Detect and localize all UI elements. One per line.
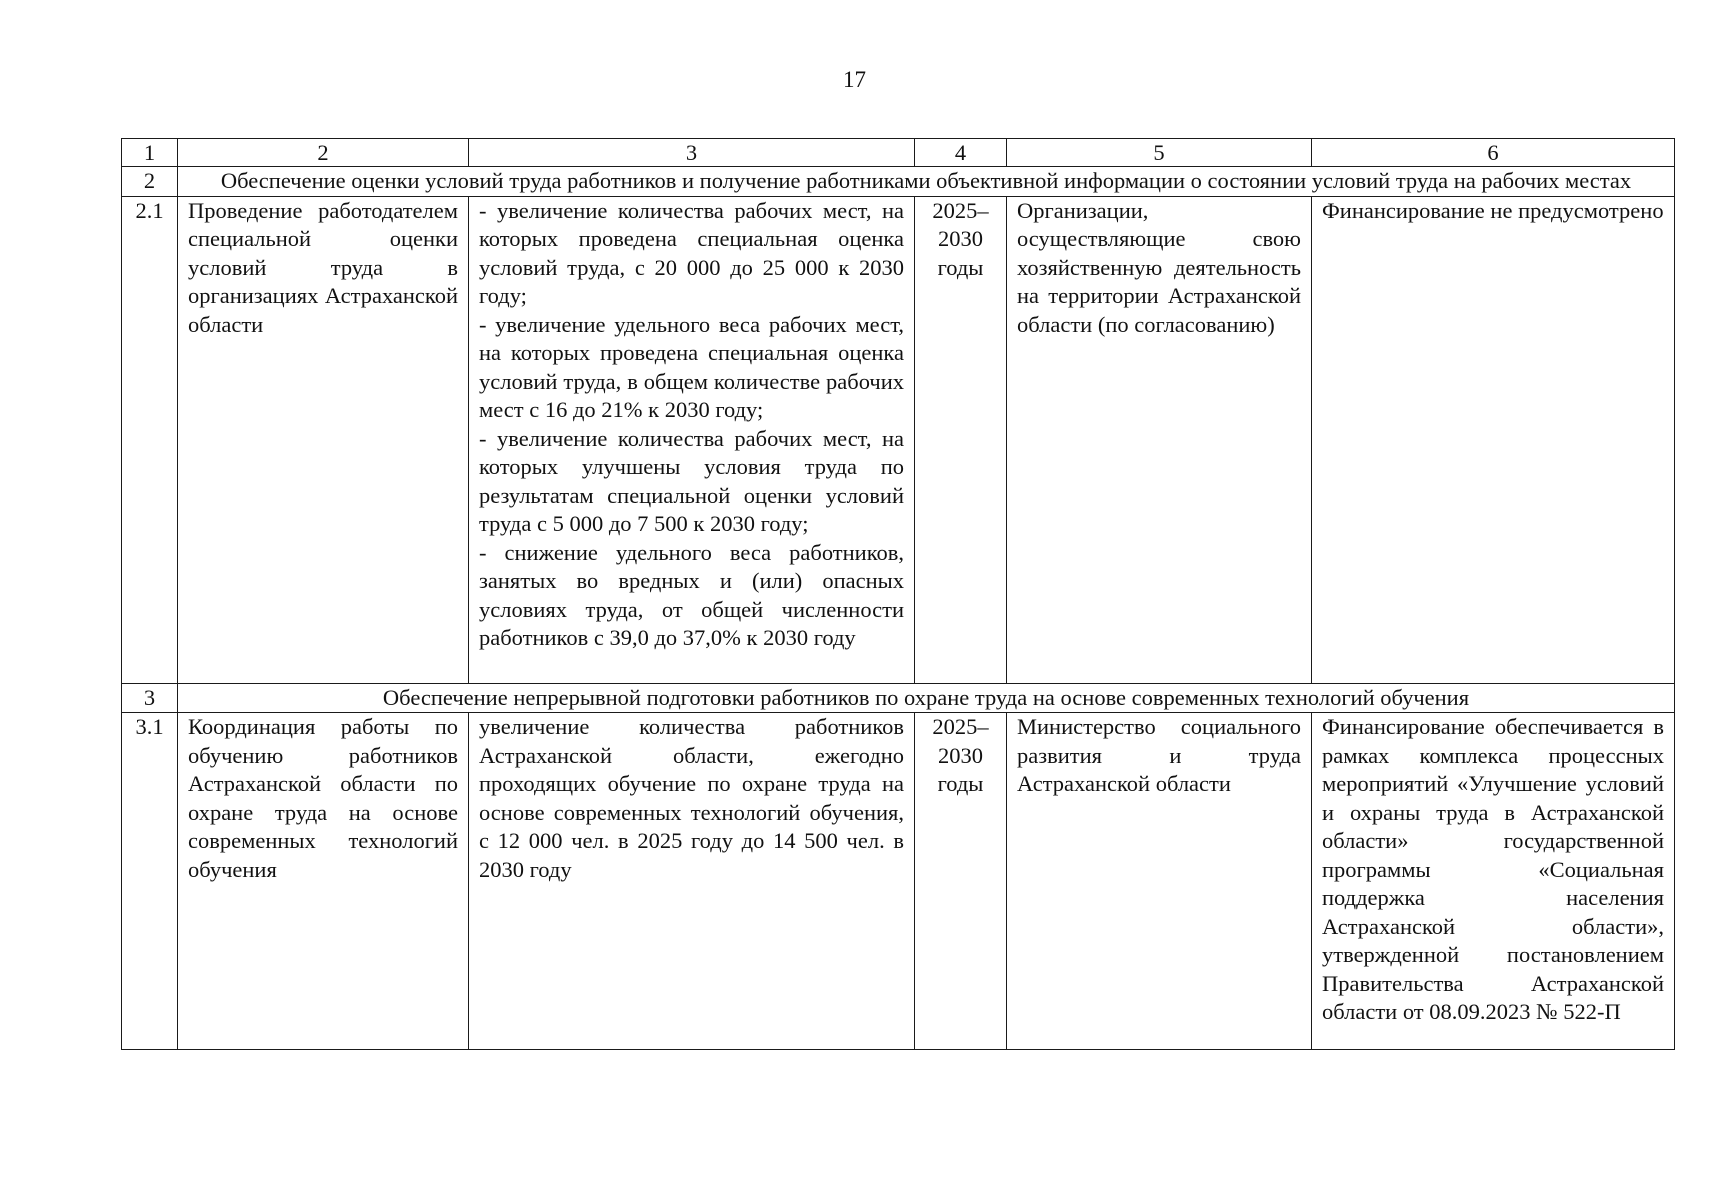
measure-executor: Организации, осуществляющие свою хозяйственную деятельность на территории Астраханской области (по согласованию) <box>1007 196 1312 683</box>
column-number-cell: 1 <box>122 139 178 167</box>
measure-event: Координация работы по обучению работников Астраханской области по охране труда на основе современных технологий обучения <box>178 713 469 1050</box>
result-item: - увеличение количества рабочих мест, на которых проведена специальная оценка условий труда, с 20 000 до 25 000 к 2030 году; <box>479 197 904 308</box>
measure-results <box>469 196 915 683</box>
page-number: 17 <box>843 67 866 92</box>
result-item: увеличение количества работников Астраханской области, ежегодно проходящих обучение по охране труда на основе современных технологий обучения, с 12 000 чел. в 2025 году до 14 500 чел. в 2030 году <box>479 714 904 882</box>
measure-row <box>122 196 1675 683</box>
section-row <box>122 167 1675 197</box>
column-number-cell: 6 <box>1312 139 1675 167</box>
section-title: Обеспечение оценки условий труда работников и получение работниками объективной информации о состоянии условий труда на рабочих местах <box>178 167 1675 197</box>
section-title: Обеспечение непрерывной подготовки работников по охране труда на основе современных технологий обучения <box>178 683 1675 713</box>
measure-row <box>122 713 1675 1050</box>
measure-executor: Министерство социального развития и труда Астраханской области <box>1007 713 1312 1050</box>
measure-event: Проведение работодателем специальной оценки условий труда в организациях Астраханской области <box>178 196 469 683</box>
column-number-row <box>122 139 1675 167</box>
measure-number: 3.1 <box>122 713 178 1050</box>
column-number-cell: 3 <box>469 139 915 167</box>
measure-number: 2.1 <box>122 196 178 683</box>
measure-financing: Финансирование обеспечивается в рамках комплекса процессных мероприятий «Улучшение условий и охраны труда в Астраханской области» государственной программы «Социальная поддержка населения Астраханской области», утвержденной постановлением Правительства Астраханской области от 08.09.2023 № 522-П <box>1312 713 1675 1050</box>
column-number-cell: 2 <box>178 139 469 167</box>
measures-table <box>121 138 1675 1050</box>
measure-results <box>469 713 915 1050</box>
section-number: 3 <box>122 683 178 713</box>
section-number: 2 <box>122 167 178 197</box>
measure-financing: Финансирование не предусмотрено <box>1312 196 1675 683</box>
column-number-cell: 4 <box>915 139 1007 167</box>
section-row <box>122 683 1675 713</box>
measure-years: 2025–2030 годы <box>915 713 1007 1050</box>
measure-years: 2025–2030 годы <box>915 196 1007 683</box>
result-item: - увеличение количества рабочих мест, на которых улучшены условия труда по результатам специальной оценки условий труда с 5 000 до 7 500 к 2030 году; <box>479 425 904 536</box>
result-item: - увеличение удельного веса рабочих мест, на которых проведена специальная оценка условий труда, в общем количестве рабочих мест с 16 до 21% к 2030 году; <box>479 311 904 422</box>
result-item: - снижение удельного веса работников, занятых во вредных и (или) опасных условиях труда, от общей численности работников с 39,0 до 37,0% к 2030 году <box>479 539 904 650</box>
column-number-cell: 5 <box>1007 139 1312 167</box>
